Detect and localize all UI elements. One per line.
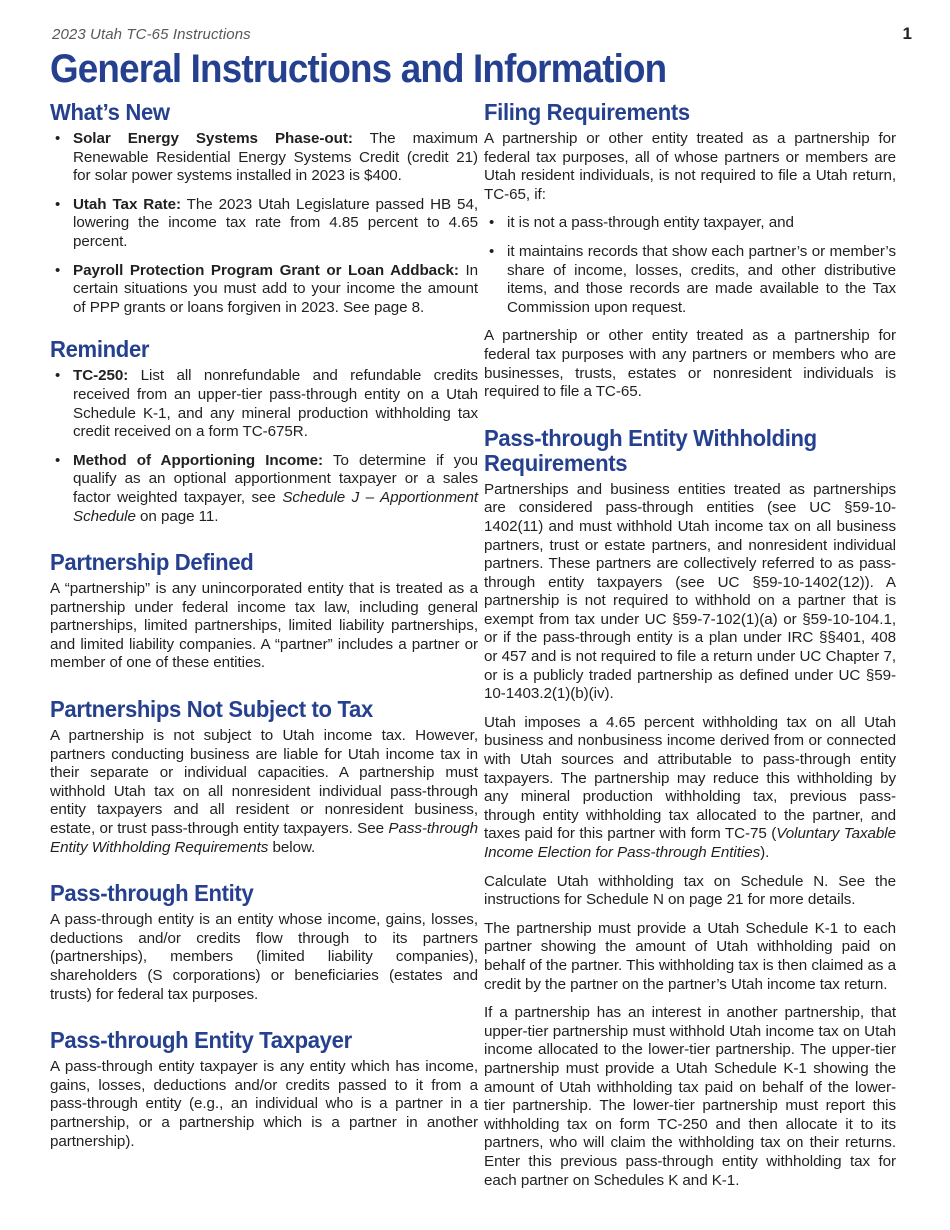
bullet-icon: • xyxy=(55,367,61,385)
whats-new-list xyxy=(50,130,478,317)
list-item-text-after: on page 11. xyxy=(135,507,219,525)
section-pass-through-entity-taxpayer xyxy=(50,1028,478,1151)
withholding-paragraph-4: The partnership must provide a Utah Schedule K-1 to each partner showing the amount of Utah withholding paid on behalf of the partner. This withholding tax is then claimed as a credit by the partner on the partner’s Utah income tax return. xyxy=(484,919,896,993)
list-item-text: The 2023 Utah Legislature passed HB 54, lowering the income tax rate from 4.85 percent to 4.65 percent. xyxy=(73,195,478,250)
section-filing-requirements xyxy=(484,100,896,402)
list-item xyxy=(50,262,478,318)
schedule-j-reference: Schedule J – Apportionment Schedule xyxy=(73,488,478,525)
filing-requirements-intro: A partnership or other entity treated as a partnership for federal tax purposes, all of whose partners or members are Utah resident individuals, is not required to file a Utah return, TC-65, if: xyxy=(484,130,896,203)
section-pass-through-entity xyxy=(50,881,478,1004)
paragraph-text-before: Utah imposes a 4.65 percent withholding tax on all Utah business and nonbusiness income derived from or connected with Utah sources and attributable to pass-through entity taxpayers. The partnership may reduce this withholding by any mineral production withholding tax, previous pass-through entity withholding tax allocated to the partner, and taxes paid for this partner with form TC-75 ( xyxy=(484,713,896,843)
pass-through-entity-paragraph: A pass-through entity is an entity whose income, gains, losses, deductions and/or credits flow through to its partners (partnerships), members (limited liability companies), shareholders (S corporations) or beneficiaries (estates and trusts) for federal tax purposes. xyxy=(50,911,478,1003)
bullet-icon: • xyxy=(55,451,61,469)
list-item-lead: Payroll Protection Program Grant or Loan Addback: xyxy=(73,261,459,279)
list-item xyxy=(484,214,896,233)
section-heading-withholding-requirements: Pass-through Entity Withholding Requirements xyxy=(484,424,817,476)
section-withholding-requirements xyxy=(484,426,896,1190)
withholding-requirements-reference: Pass-through Entity Withholding Requirements xyxy=(50,820,478,856)
list-item-text: it maintains records that show each partner’s or member’s share of income, losses, credits, and other distributive items, and those records are made available to the Tax Commission upon request. xyxy=(507,242,896,316)
list-item xyxy=(50,130,478,186)
list-item-lead: Solar Energy Systems Phase-out: xyxy=(73,130,353,147)
paragraph-text-before: A partnership is not subject to Utah income tax. However, partners conducting business are liable for Utah income tax in their separate or individual capacities. A partnership must withhold Utah tax on all nonresident individual pass-through entity taxpayers and all resident or nonresident business, estate, or trust pass-through entity taxpayers. See xyxy=(50,727,478,838)
section-heading-whats-new: What’s New xyxy=(50,99,170,125)
list-item xyxy=(50,367,478,441)
bullet-icon: • xyxy=(55,130,61,147)
reminder-list xyxy=(50,367,478,526)
list-item-text: it is not a pass-through entity taxpayer, and xyxy=(507,214,794,232)
section-partnerships-not-subject-to-tax xyxy=(50,697,478,857)
list-item xyxy=(50,452,478,526)
withholding-paragraph-3: Calculate Utah withholding tax on Schedule N. See the instructions for Schedule N on page 21 for more details. xyxy=(484,872,896,909)
page-title: General Instructions and Information xyxy=(50,47,667,91)
list-item-text: The maximum Renewable Residential Energy Systems Credit (credit 21) for solar power systems installed in 2023 is $400. xyxy=(73,130,478,185)
filing-requirements-list xyxy=(484,214,896,317)
bullet-icon: • xyxy=(55,261,61,279)
section-heading-partnerships-not-subject-to-tax: Partnerships Not Subject to Tax xyxy=(50,696,373,723)
withholding-paragraph-5: If a partnership has an interest in another partnership, that upper-tier partnership must withhold Utah income tax on Utah income allocated to the lower-tier partnership. The upper-tier partnership must provide a Utah Schedule K-1 showing the amount of Utah withholding tax paid on behalf of the lower-tier partnership. The lower-tier partnership must report this withholding tax on form TC-250 and then allocate it to its partners, who will claim the withholding tax on their returns. Enter this previous pass-through entity withholding tax for each partner on Schedules K and K-1. xyxy=(484,1004,896,1189)
section-heading-partnership-defined: Partnership Defined xyxy=(50,549,254,576)
section-reminder xyxy=(50,337,478,526)
list-item-lead: Method of Apportioning Income: xyxy=(73,451,324,469)
filing-requirements-closing: A partnership or other entity treated as a partnership for federal tax purposes with any partners or members who are businesses, trusts, estates or nonresident individuals is required to file a TC-65. xyxy=(484,327,896,401)
running-head-title: 2023 Utah TC-65 Instructions xyxy=(52,26,251,43)
withholding-paragraph-1: Partnerships and business entities treated as partnerships are considered pass-through entities (see UC §59-10-1402(11) and must withhold Utah income tax on all business partners, trust or estate partners, and nonresident individual partners. These partners are collectively referred to as pass-through entity taxpayers (see UC §59-10-1402(12)). A partnership is not required to withhold on a partner that is exempt from tax under UC §59-7-102(1)(a) or §59-10-104.1, or if the pass-through entity is a plan under IRC §§401, 408 or 457 and is not required to file a return under UC Chapter 7, or is a publicly traded partnership as defined under UC §59-10-1403.2(1)(b)(iv). xyxy=(484,480,896,703)
list-item xyxy=(484,243,896,317)
list-item xyxy=(50,196,478,252)
section-heading-filing-requirements: Filing Requirements xyxy=(484,99,690,125)
list-item-lead: Utah Tax Rate: xyxy=(73,195,181,213)
section-heading-pass-through-entity: Pass-through Entity xyxy=(50,880,254,907)
paragraph-text-after: below. xyxy=(268,838,316,856)
section-heading-pass-through-entity-taxpayer: Pass-through Entity Taxpayer xyxy=(50,1027,352,1054)
bullet-icon: • xyxy=(489,214,495,232)
left-column xyxy=(50,100,478,1153)
list-item-text: List all nonrefundable and refundable credits received from an upper-tier pass-through entity on a Utah Schedule K-1, and any mineral production withholding tax credit received on a form TC-675R. xyxy=(73,367,478,441)
tc-75-form-title: Voluntary Taxable Income Election for Pass-through Entities xyxy=(484,825,896,861)
right-column xyxy=(484,100,896,1192)
partnerships-not-subject-paragraph xyxy=(50,727,478,857)
list-item-text: In certain situations you must add to your income the amount of PPP grants or loans forgiven in 2023. See page 8. xyxy=(73,261,478,316)
list-item-text-before: To determine if you qualify as an optional apportionment taxpayer or a sales factor weighted taxpayer, see xyxy=(73,451,478,506)
list-item-lead: TC-250: xyxy=(73,367,129,385)
page-number: 1 xyxy=(902,24,912,43)
section-whats-new xyxy=(50,100,478,317)
section-partnership-defined xyxy=(50,550,478,673)
withholding-paragraph-2 xyxy=(484,714,896,863)
section-heading-reminder: Reminder xyxy=(50,336,150,363)
running-head xyxy=(52,26,912,46)
partnership-defined-paragraph: A “partnership” is any unincorporated entity that is treated as a partnership under federal income tax law, including general partnerships, limited partnerships, limited liability partnerships, and limited liability companies. A “partner” includes a partner or member of one of these entities. xyxy=(50,580,478,672)
bullet-icon: • xyxy=(55,195,61,213)
paragraph-text-after: ). xyxy=(760,844,770,861)
bullet-icon: • xyxy=(489,242,495,260)
pass-through-entity-taxpayer-paragraph: A pass-through entity taxpayer is any entity which has income, gains, losses, deductions and/or credits passed to it from a pass-through entity (e.g., an individual who is a partner in a partnership, or a partnership which is a partner in another partnership). xyxy=(50,1058,478,1150)
